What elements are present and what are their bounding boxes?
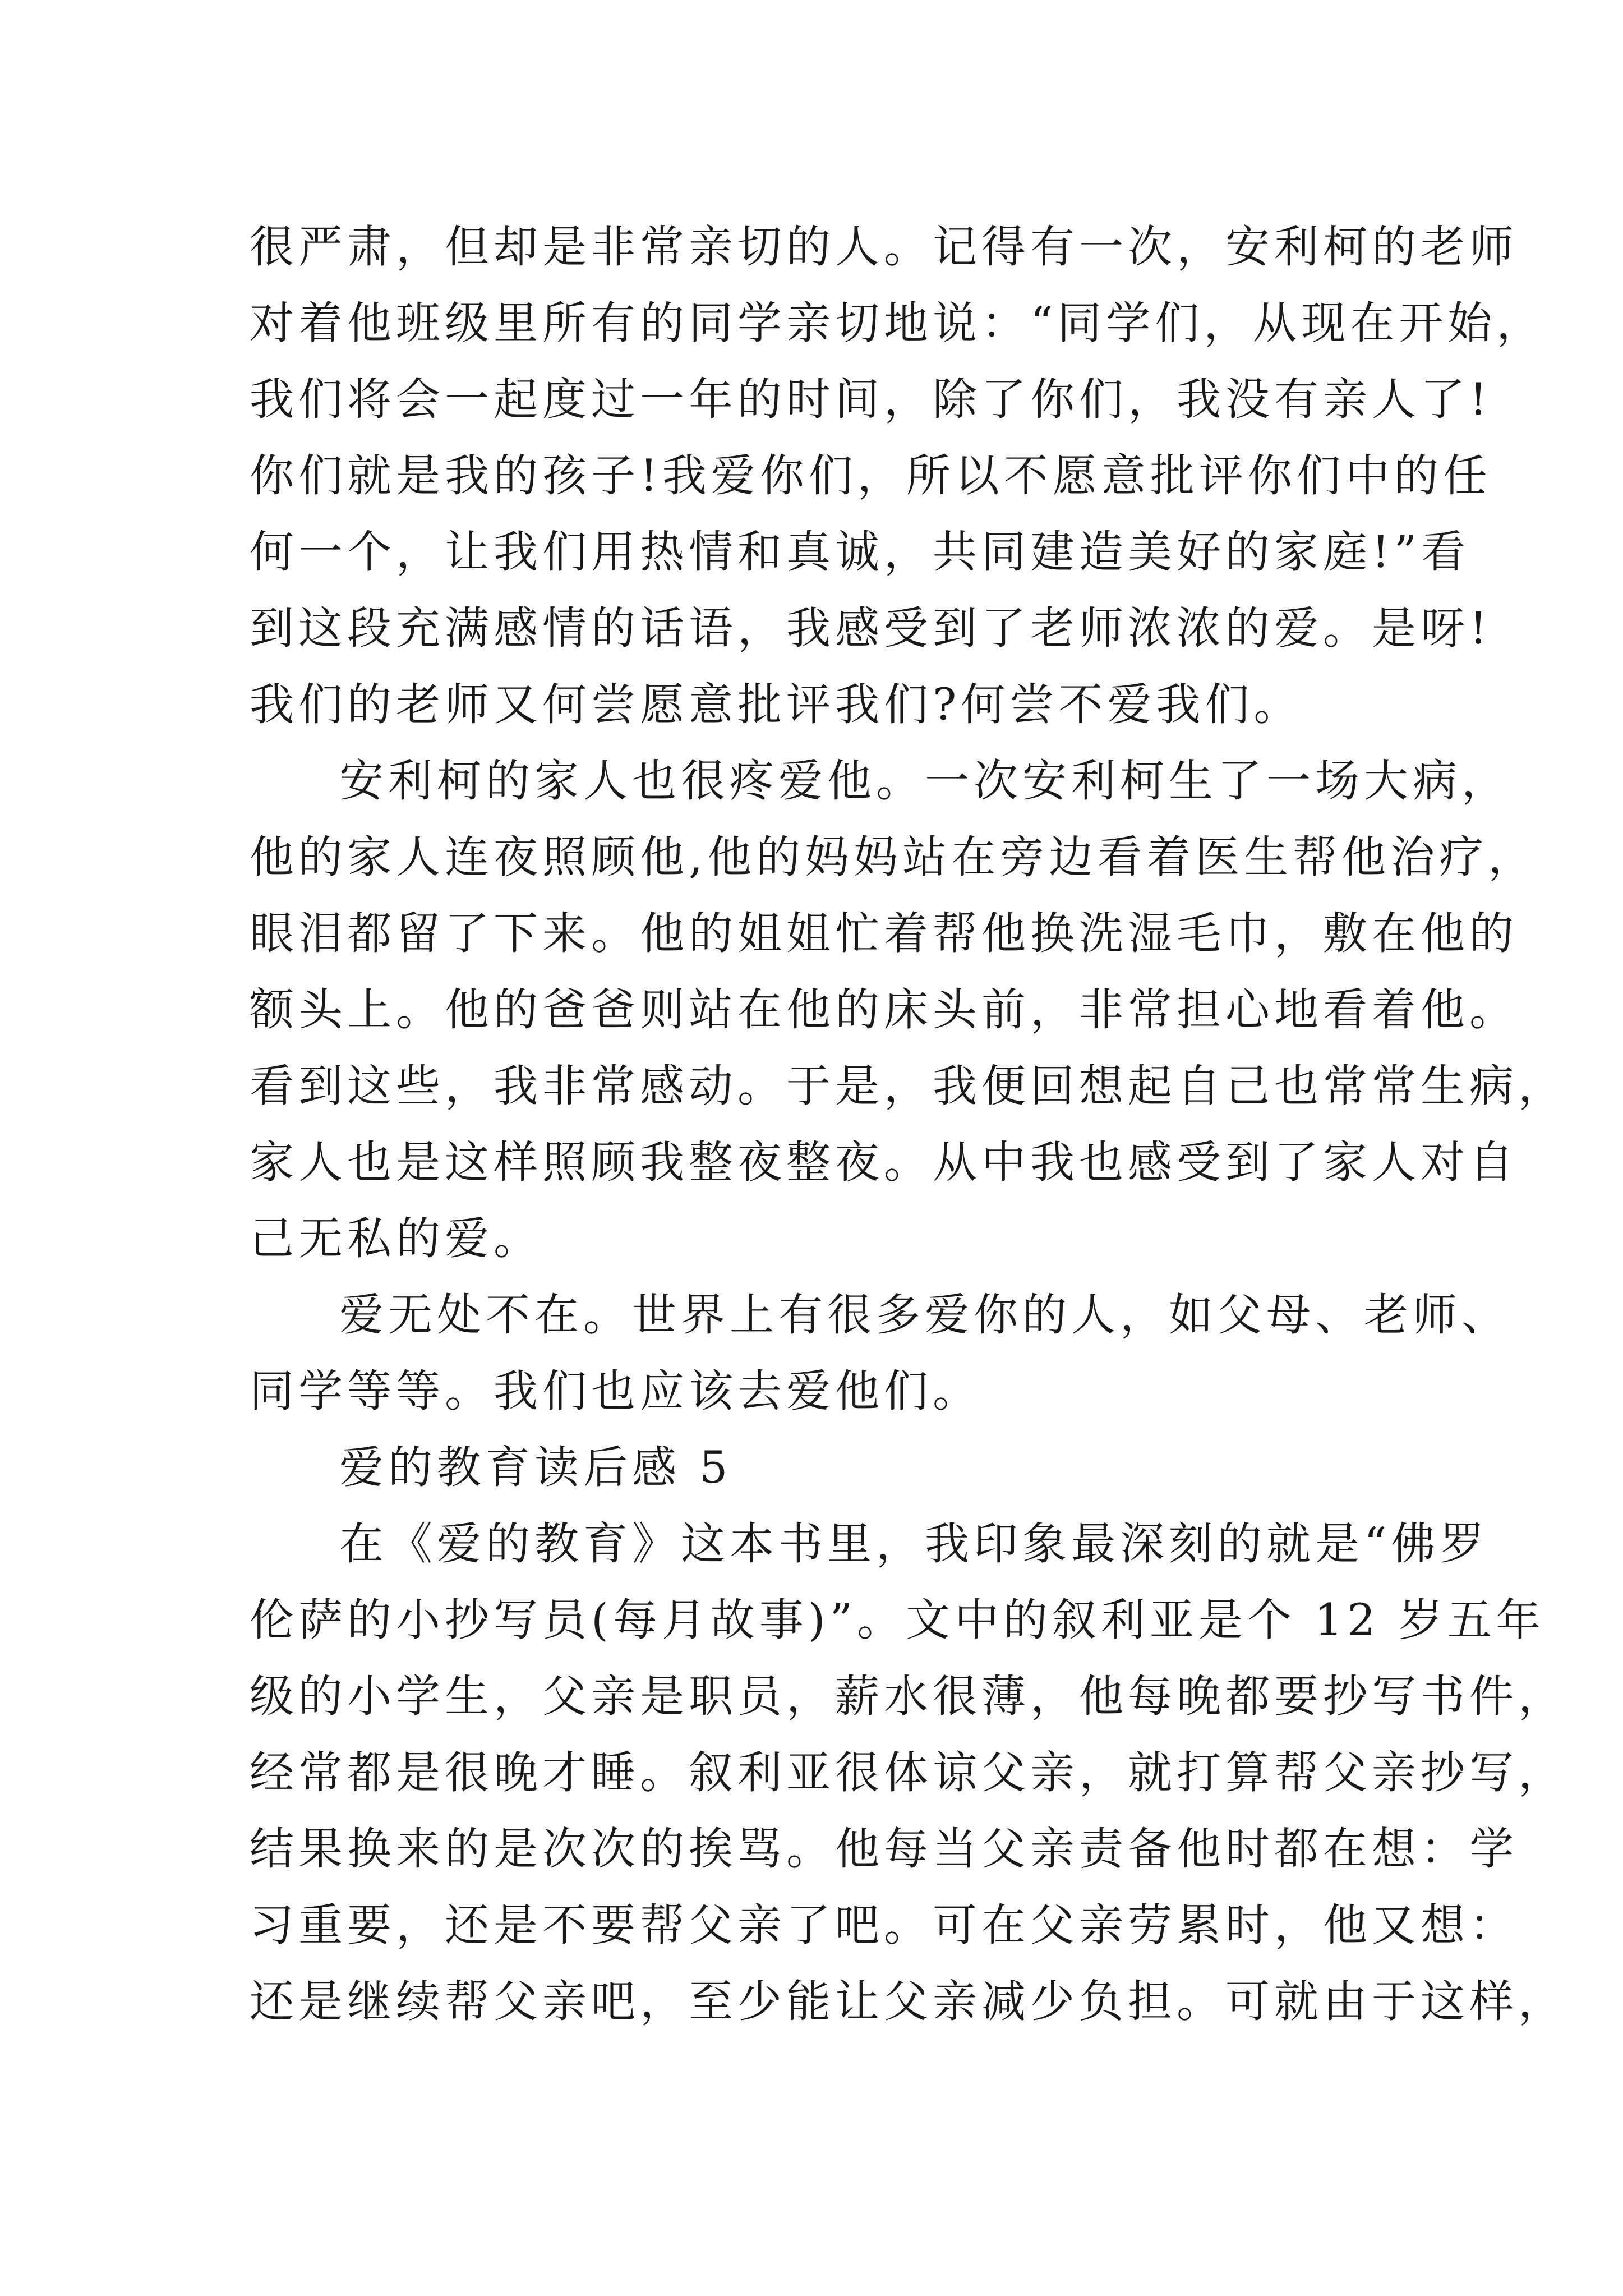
text-line: 结果换来的是次次的挨骂。他每当父亲责备他时都在想：学 [250, 1823, 1518, 1875]
text-line: 眼泪都留了下来。他的姐姐忙着帮他换洗湿毛巾，敷在他的 [250, 908, 1518, 959]
text-line: 级的小学生，父亲是职员，薪水很薄，他每晚都要抄写书件， [250, 1671, 1567, 1722]
text-line: 爱无处不在。世界上有很多爱你的人，如父母、老师、 [339, 1289, 1510, 1341]
text-line: 伦萨的小抄写员(每月故事)”。文中的叙利亚是个 12 岁五年 [250, 1594, 1545, 1646]
text-line: 对着他班级里所有的同学亲切地说：“同学们，从现在开始， [250, 297, 1546, 349]
text-line: 他的家人连夜照顾他,他的妈妈站在旁边看着医生帮他治疗， [250, 831, 1537, 883]
text-line: 额头上。他的爸爸则站在他的床头前，非常担心地看着他。 [250, 984, 1518, 1036]
text-line: 我们的老师又何尝愿意批评我们?何尝不爱我们。 [250, 679, 1303, 730]
text-line: 在《爱的教育》这本书里，我印象最深刻的就是“佛罗 [339, 1518, 1489, 1570]
text-line: 习重要，还是不要帮父亲了吧。可在父亲劳累时，他又想： [250, 1899, 1518, 1951]
text-line: 看到这些，我非常感动。于是，我便回想起自己也常常生病， [250, 1060, 1567, 1112]
text-line: 家人也是这样照顾我整夜整夜。从中我也感受到了家人对自 [250, 1137, 1518, 1188]
text-line: 同学等等。我们也应该去爱他们。 [250, 1365, 981, 1417]
paragraph-2 [250, 743, 1567, 1277]
text-line: 经常都是很晚才睡。叙利亚很体谅父亲，就打算帮父亲抄写， [250, 1747, 1567, 1798]
text-line: 还是继续帮父亲吧，至少能让父亲减少负担。可就由于这样， [250, 1976, 1567, 2027]
text-line: 安利柯的家人也很疼爱他。一次安利柯生了一场大病， [339, 755, 1510, 807]
document-body [250, 209, 1567, 2040]
paragraph-4 [250, 1506, 1567, 2040]
text-line: 己无私的爱。 [250, 1213, 542, 1264]
paragraph-1 [250, 209, 1546, 743]
text-line: 很严肃，但却是非常亲切的人。记得有一次，安利柯的老师 [250, 221, 1518, 273]
text-line: 我们将会一起度过一年的时间，除了你们，我没有亲人了! [250, 374, 1492, 425]
text-line: 何一个，让我们用热情和真诚，共同建造美好的家庭!”看 [250, 526, 1470, 578]
text-line: 到这段充满感情的话语，我感受到了老师浓浓的爱。是呀! [250, 602, 1492, 654]
section-heading: 爱的教育读后感 5 [339, 1442, 732, 1493]
text-line: 你们就是我的孩子!我爱你们，所以不愿意批评你们中的任 [250, 450, 1492, 501]
paragraph-3 [250, 1277, 1510, 1429]
